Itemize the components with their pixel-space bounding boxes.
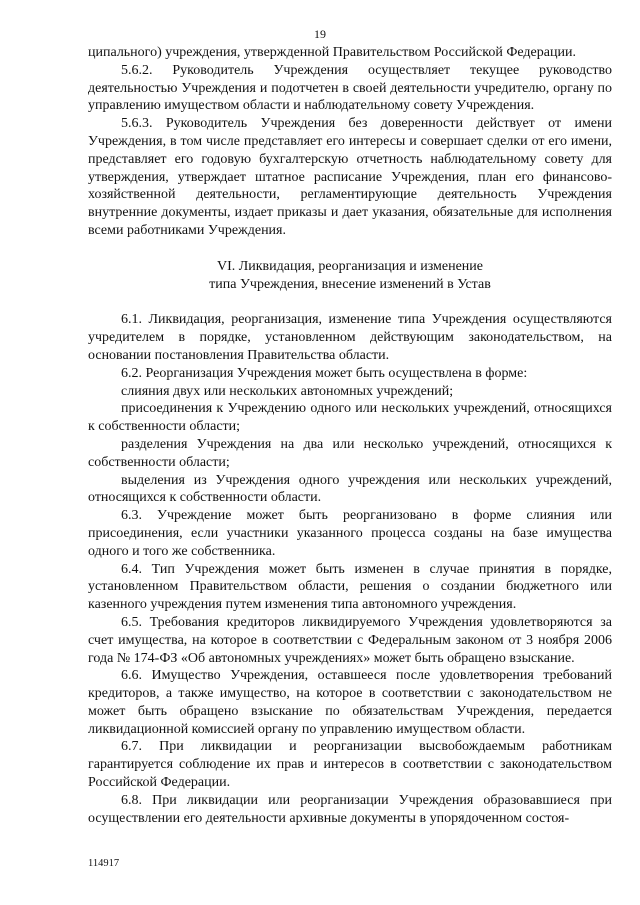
section-heading-line-1: VI. Ликвидация, реорганизация и изменение — [216, 258, 484, 274]
paragraph: 6.1. Ликвидация, реорганизация, изменение типа Учреждения осуществляются учредителем в порядке, установленном действующим законодательством, на основании постановления Правительства области. — [88, 312, 612, 363]
paragraph: 6.3. Учреждение может быть реорганизовано в форме слияния или присоединения, если участники указанного процесса созданы на базе имущества одного и того же собственника. — [88, 508, 612, 559]
document-body — [88, 44, 612, 827]
page-number: 19 — [314, 27, 326, 41]
paragraph: 6.7. При ликвидации и реорганизации высвобождаемым работникам гарантируется соблюдение их прав и интересов в соответствии с законодательством Российской Федерации. — [88, 739, 612, 791]
paragraph: 5.6.2. Руководитель Учреждения осуществляет текущее руководство деятельностью Учреждения и подотчетен в своей деятельности учредителю, органу по управлению имуществом области и наблюдательному совету Учреждения. — [88, 62, 612, 114]
list-item: слияния двух или нескольких автономных учреждений; — [121, 383, 454, 399]
paragraph: 5.6.3. Руководитель Учреждения без доверенности действует от имени Учреждения, в том числе представляет его интересы и совершает сделки от его имени, представляет его годовую бухгалтерскую отчетность наблюдательному совету для утверждения, утверждает штатное расписание Учреждения, план его финансово-хозяйственной деятельности, регламентирующие деятельность Учреждения внутренние документы, издает приказы и дает указания, обязательные для исполнения всеми работниками Учреждения. — [88, 116, 612, 238]
paragraph: 6.2. Реорганизация Учреждения может быть осуществлена в форме: — [121, 365, 528, 381]
paragraph: ципального) учреждения, утвержденной Правительством Российской Федерации. — [88, 45, 576, 60]
paragraph: 6.4. Тип Учреждения может быть изменен в случае принятия в порядке, установленном Правительством области, решения о создании бюджетного или казенного учреждения путем изменения типа автономного учреждения. — [88, 561, 612, 613]
paragraph: 6.5. Требования кредиторов ликвидируемого Учреждения удовлетворяются за счет имущества, на которое в соответствии с Федеральным законом от 3 ноября 2006 года № 174-ФЗ «Об автономных учреждениях» может быть обращено взыскание. — [88, 614, 612, 666]
section-heading-line-2: типа Учреждения, внесение изменений в Устав — [209, 276, 491, 292]
footer-document-number: 114917 — [88, 858, 120, 869]
list-item: разделения Учреждения на два или несколько учреждений, относящихся к собственности области; — [88, 436, 612, 470]
paragraph: 6.6. Имущество Учреждения, оставшееся после удовлетворения требований кредиторов, а также имущество, на которое в соответствии с законодательством не может быть обращено взыскание по обязательствам Учреждения, передается ликвидационной комиссией органу по управлению имуществом области. — [88, 668, 612, 737]
paragraph: 6.8. При ликвидации или реорганизации Учреждения образовавшиеся при осуществлении его деятельности архивные документы в упорядоченном состоя- — [88, 792, 612, 826]
section-heading — [88, 258, 612, 294]
list-item: присоединения к Учреждению одного или нескольких учреждений, относящихся к собственности области; — [88, 401, 612, 435]
list-item: выделения из Учреждения одного учреждения или нескольких учреждений, относящихся к собственности области. — [88, 472, 612, 506]
